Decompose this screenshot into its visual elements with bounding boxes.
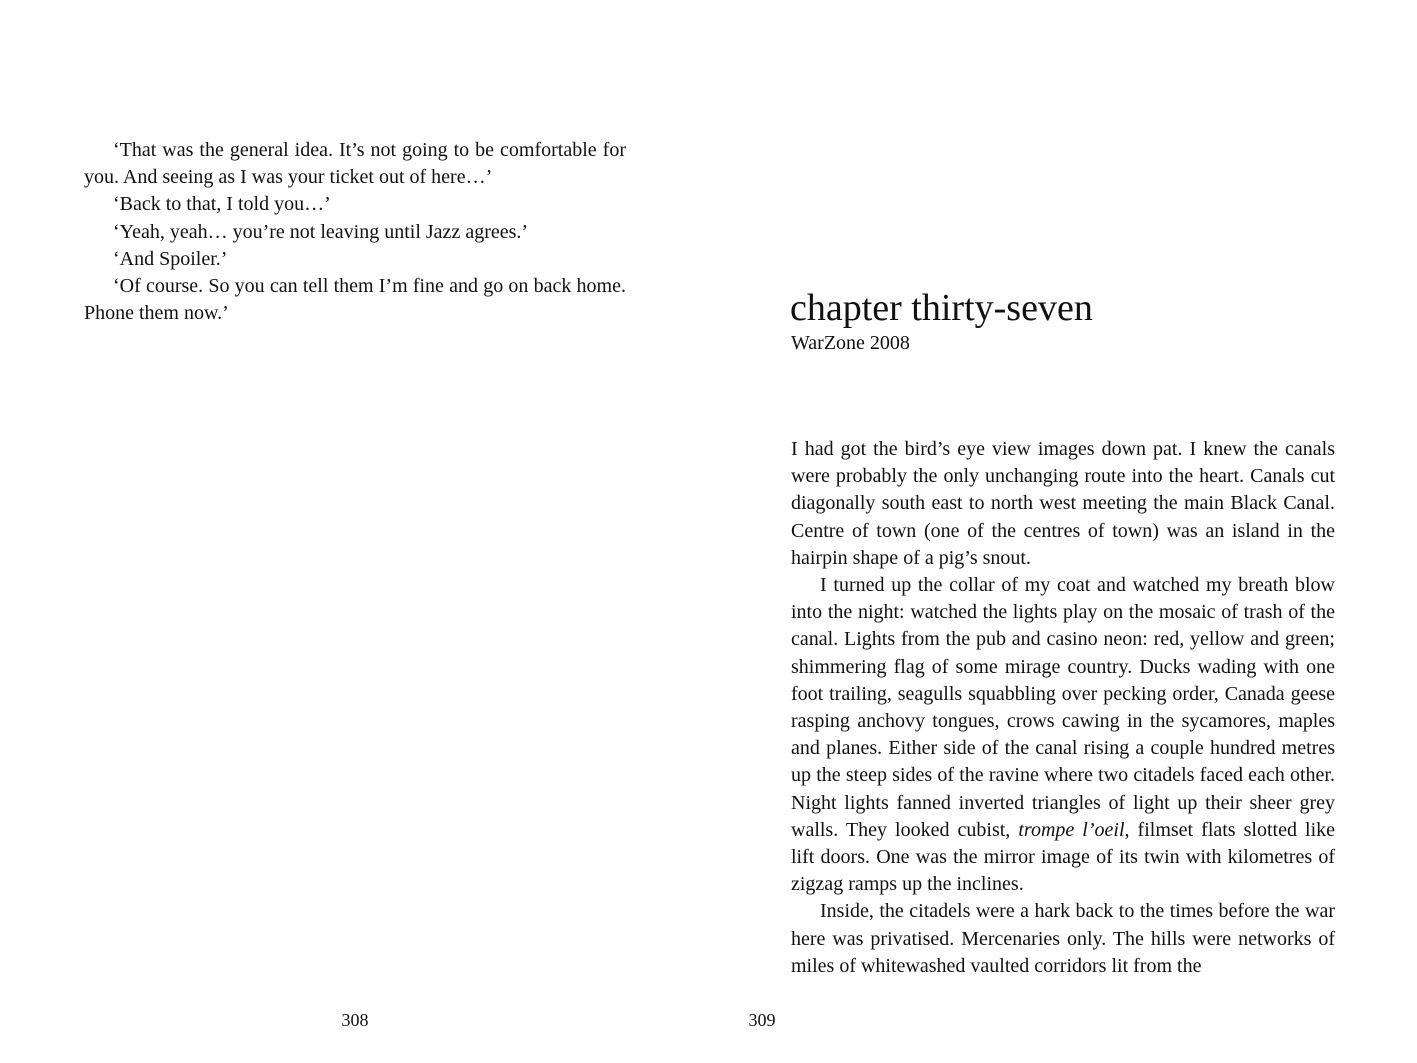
paragraph: ‘Of course. So you can tell them I’m fine and go on back home. Phone them now.’ [84,275,626,325]
chapter-title: chapter thirty-seven [790,287,1093,329]
paragraph: I had got the bird’s eye view images down pat. I knew the canals were probably the only unchanging route into the heart. Canals cut diagonally south east to north west meeting the main Black Canal. Centre of town (one of the centres of town) was an island in the hairpin shape of a pig’s snout. [791,438,1335,569]
paragraph: Inside, the citadels were a hark back to the times before the war here was privatised. Mercenaries only. The hills were networks of miles of whitewashed vaulted corridors lit from the [791,900,1335,977]
italic-phrase: trompe l’oeil [1018,818,1125,841]
paragraph: ‘That was the general idea. It’s not going to be comfortable for you. And seeing as I was your ticket out of here…’ [84,139,626,189]
right-page-body [791,436,1335,980]
paragraph: ‘Yeah, yeah… you’re not leaving until Jazz agrees.’ [113,220,529,243]
page-number-left: 308 [341,1010,369,1030]
paragraph [791,572,1335,898]
paragraph: ‘And Spoiler.’ [113,247,228,270]
left-page [0,0,708,1063]
chapter-subtitle: WarZone 2008 [791,332,910,354]
paragraph-text: , filmset flats slotted like lift doors. One was the mirror image of its twin with kilometres of zigzag ramps up the inclines. [791,818,1335,896]
paragraph-text: I turned up the collar of my coat and watched my breath blow into the night: watched the lights play on the mosaic of trash of the canal. Lights from the pub and casino neon: red, yellow and green; shimmering flag of some mirage country. Ducks wading with one foot trailing, seagulls squabbling over pecking order, Canada geese rasping anchovy tongues, crows cawing in the sycamores, maples and planes. Either side of the canal rising a couple hundred metres up the steep sides of the ravine where two citadels faced each other. Night lights fanned inverted triangles of light up their sheer grey walls. They looked cubist, [791,574,1335,841]
right-page [708,0,1417,1063]
paragraph: ‘Back to that, I told you…’ [113,193,331,216]
left-page-body [84,137,626,327]
page-number-right: 309 [748,1010,776,1030]
